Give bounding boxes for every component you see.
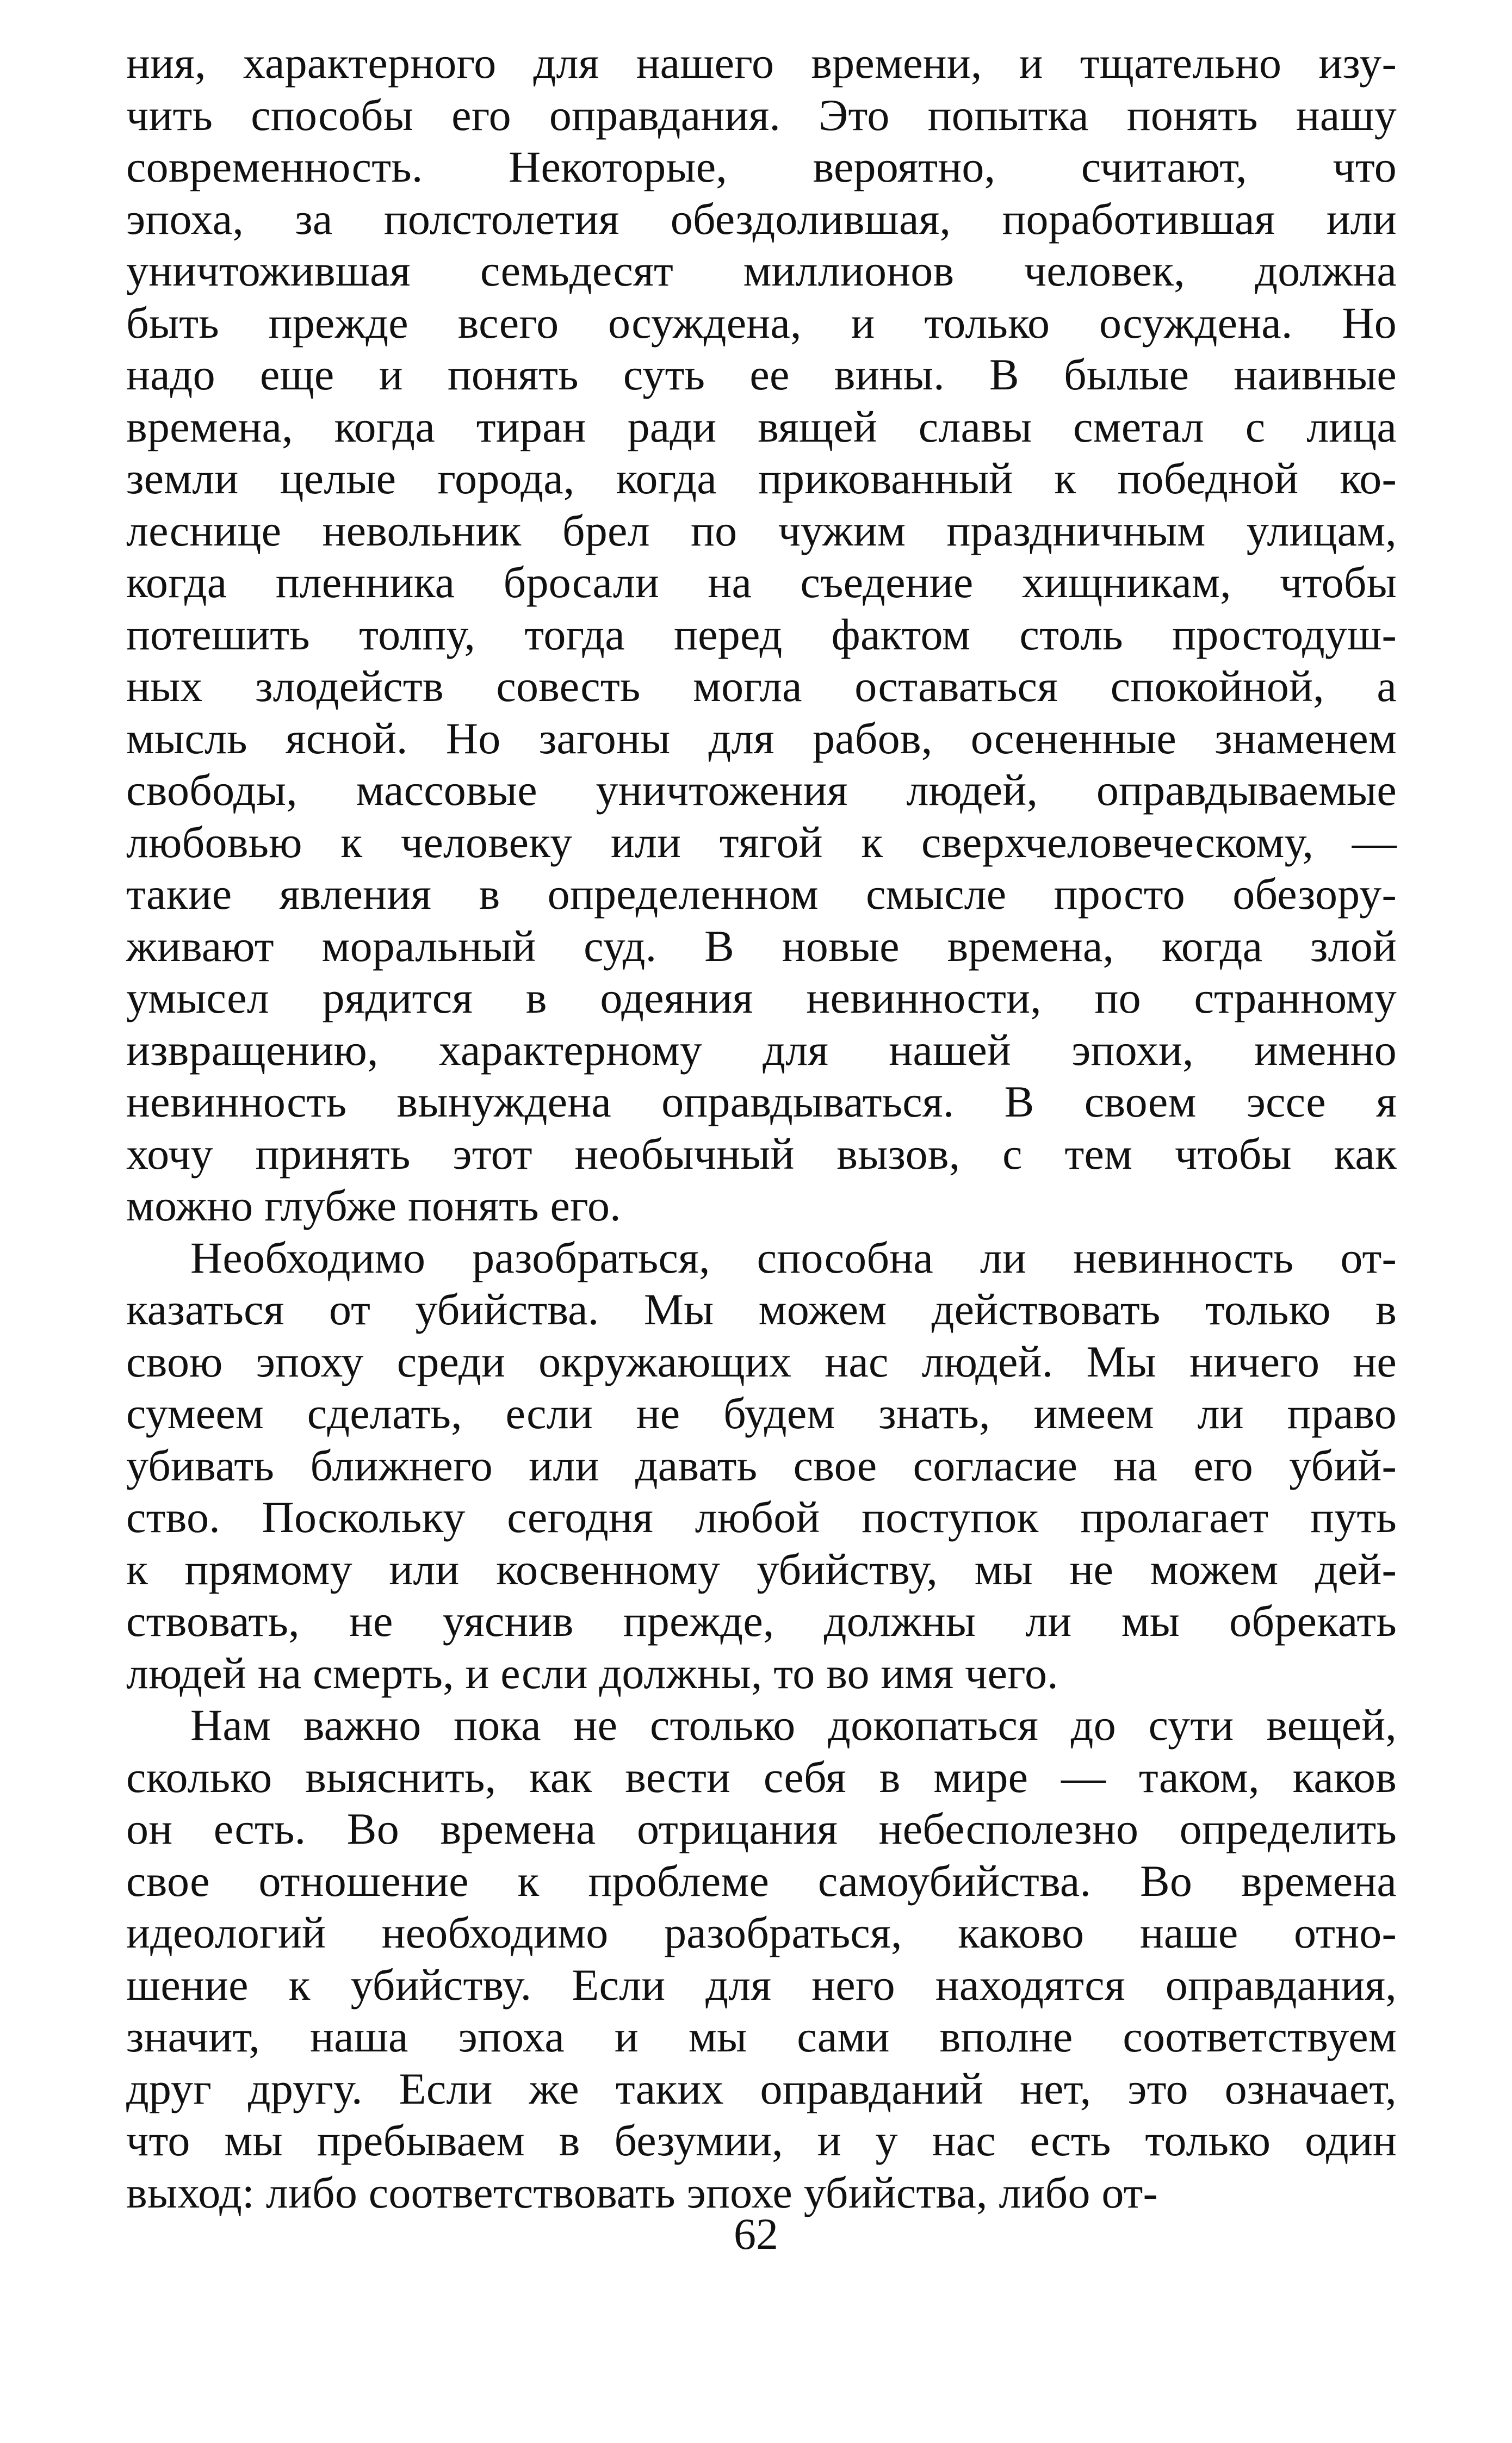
text-line: свободы, массовые уничтожения людей, оправдываемые — [126, 765, 1397, 815]
paragraph — [126, 1232, 1397, 1700]
text-line: ствовать, не уяснив прежде, должны ли мы обрекать — [126, 1596, 1397, 1646]
text-line: такие явления в определенном смысле просто обезору- — [126, 869, 1397, 919]
paragraph — [126, 37, 1397, 1232]
text-line: чить способы его оправдания. Это попытка понять нашу — [126, 90, 1397, 140]
page-number: 62 — [734, 2209, 778, 2259]
text-line: свое отношение к проблеме самоубийства. Во времена — [126, 1856, 1397, 1906]
text-line: невинность вынуждена оправдываться. В своем эссе я — [126, 1077, 1397, 1126]
text-line: уничтожившая семьдесят миллионов человек, должна — [126, 246, 1397, 295]
text-line: что мы пребываем в безумии, и у нас есть только один — [126, 2116, 1397, 2165]
text-line: выход: либо соответствовать эпохе убийства, либо от- — [126, 2167, 1158, 2217]
paragraph — [126, 1699, 1397, 2218]
page-body — [126, 37, 1397, 2218]
text-line: сумеем сделать, если не будем знать, имеем ли право — [126, 1388, 1397, 1438]
text-line: любовью к человеку или тягой к сверхчеловеческому, — — [126, 817, 1397, 867]
text-line: потешить толпу, тогда перед фактом столь простодуш- — [126, 609, 1397, 659]
text-line: сколько выяснить, как вести себя в мире — таком, каков — [126, 1752, 1397, 1802]
text-line: ния, характерного для нашего времени, и тщательно изу- — [126, 38, 1397, 88]
text-line: к прямому или косвенному убийству, мы не можем дей- — [126, 1544, 1397, 1594]
text-line: людей на смерть, и если должны, то во имя чего. — [126, 1648, 1058, 1698]
text-line: времена, когда тиран ради вящей славы сметал с лица — [126, 401, 1397, 451]
text-line: эпоха, за полстолетия обездолившая, поработившая или — [126, 194, 1397, 244]
text-line: мысль ясной. Но загоны для рабов, осененные знаменем — [126, 713, 1397, 763]
text-line: Нам важно пока не столько докопаться до сути вещей, — [190, 1700, 1397, 1750]
text-line: он есть. Во времена отрицания небесполезно определить — [126, 1804, 1397, 1853]
text-line: умысел рядится в одеяния невинности, по странному — [126, 973, 1397, 1022]
text-line: современность. Некоторые, вероятно, считают, что — [126, 142, 1397, 191]
text-line: можно глубже понять его. — [126, 1181, 621, 1230]
text-line: убивать ближнего или давать свое согласие на его убий- — [126, 1440, 1397, 1490]
text-line: ство. Поскольку сегодня любой поступок пролагает путь — [126, 1492, 1397, 1542]
text-line: живают моральный суд. В новые времена, когда злой — [126, 921, 1397, 971]
text-line: идеологий необходимо разобраться, каково наше отно- — [126, 1908, 1397, 1957]
text-line: свою эпоху среди окружающих нас людей. Мы ничего не — [126, 1336, 1397, 1386]
text-line: шение к убийству. Если для него находятся оправдания, — [126, 1960, 1397, 2010]
text-line: когда пленника бросали на съедение хищникам, чтобы — [126, 557, 1397, 607]
text-line: извращению, характерному для нашей эпохи, именно — [126, 1025, 1397, 1075]
text-line: казаться от убийства. Мы можем действовать только в — [126, 1285, 1397, 1334]
text-line: друг другу. Если же таких оправданий нет, это означает, — [126, 2063, 1397, 2113]
text-line: земли целые города, когда прикованный к победной ко- — [126, 454, 1397, 503]
text-line: быть прежде всего осуждена, и только осуждена. Но — [126, 297, 1397, 348]
text-line: значит, наша эпоха и мы сами вполне соответствуем — [126, 2012, 1397, 2061]
text-line: надо еще и понять суть ее вины. В былые наивные — [126, 350, 1397, 399]
text-line: Необходимо разобраться, способна ли невинность от- — [190, 1232, 1397, 1282]
text-line: ных злодейств совесть могла оставаться спокойной, а — [126, 661, 1397, 711]
main-text — [126, 37, 1397, 2218]
text-line: леснице невольник брел по чужим праздничным улицам, — [126, 505, 1397, 555]
text-line: хочу принять этот необычный вызов, с тем чтобы как — [126, 1129, 1397, 1179]
